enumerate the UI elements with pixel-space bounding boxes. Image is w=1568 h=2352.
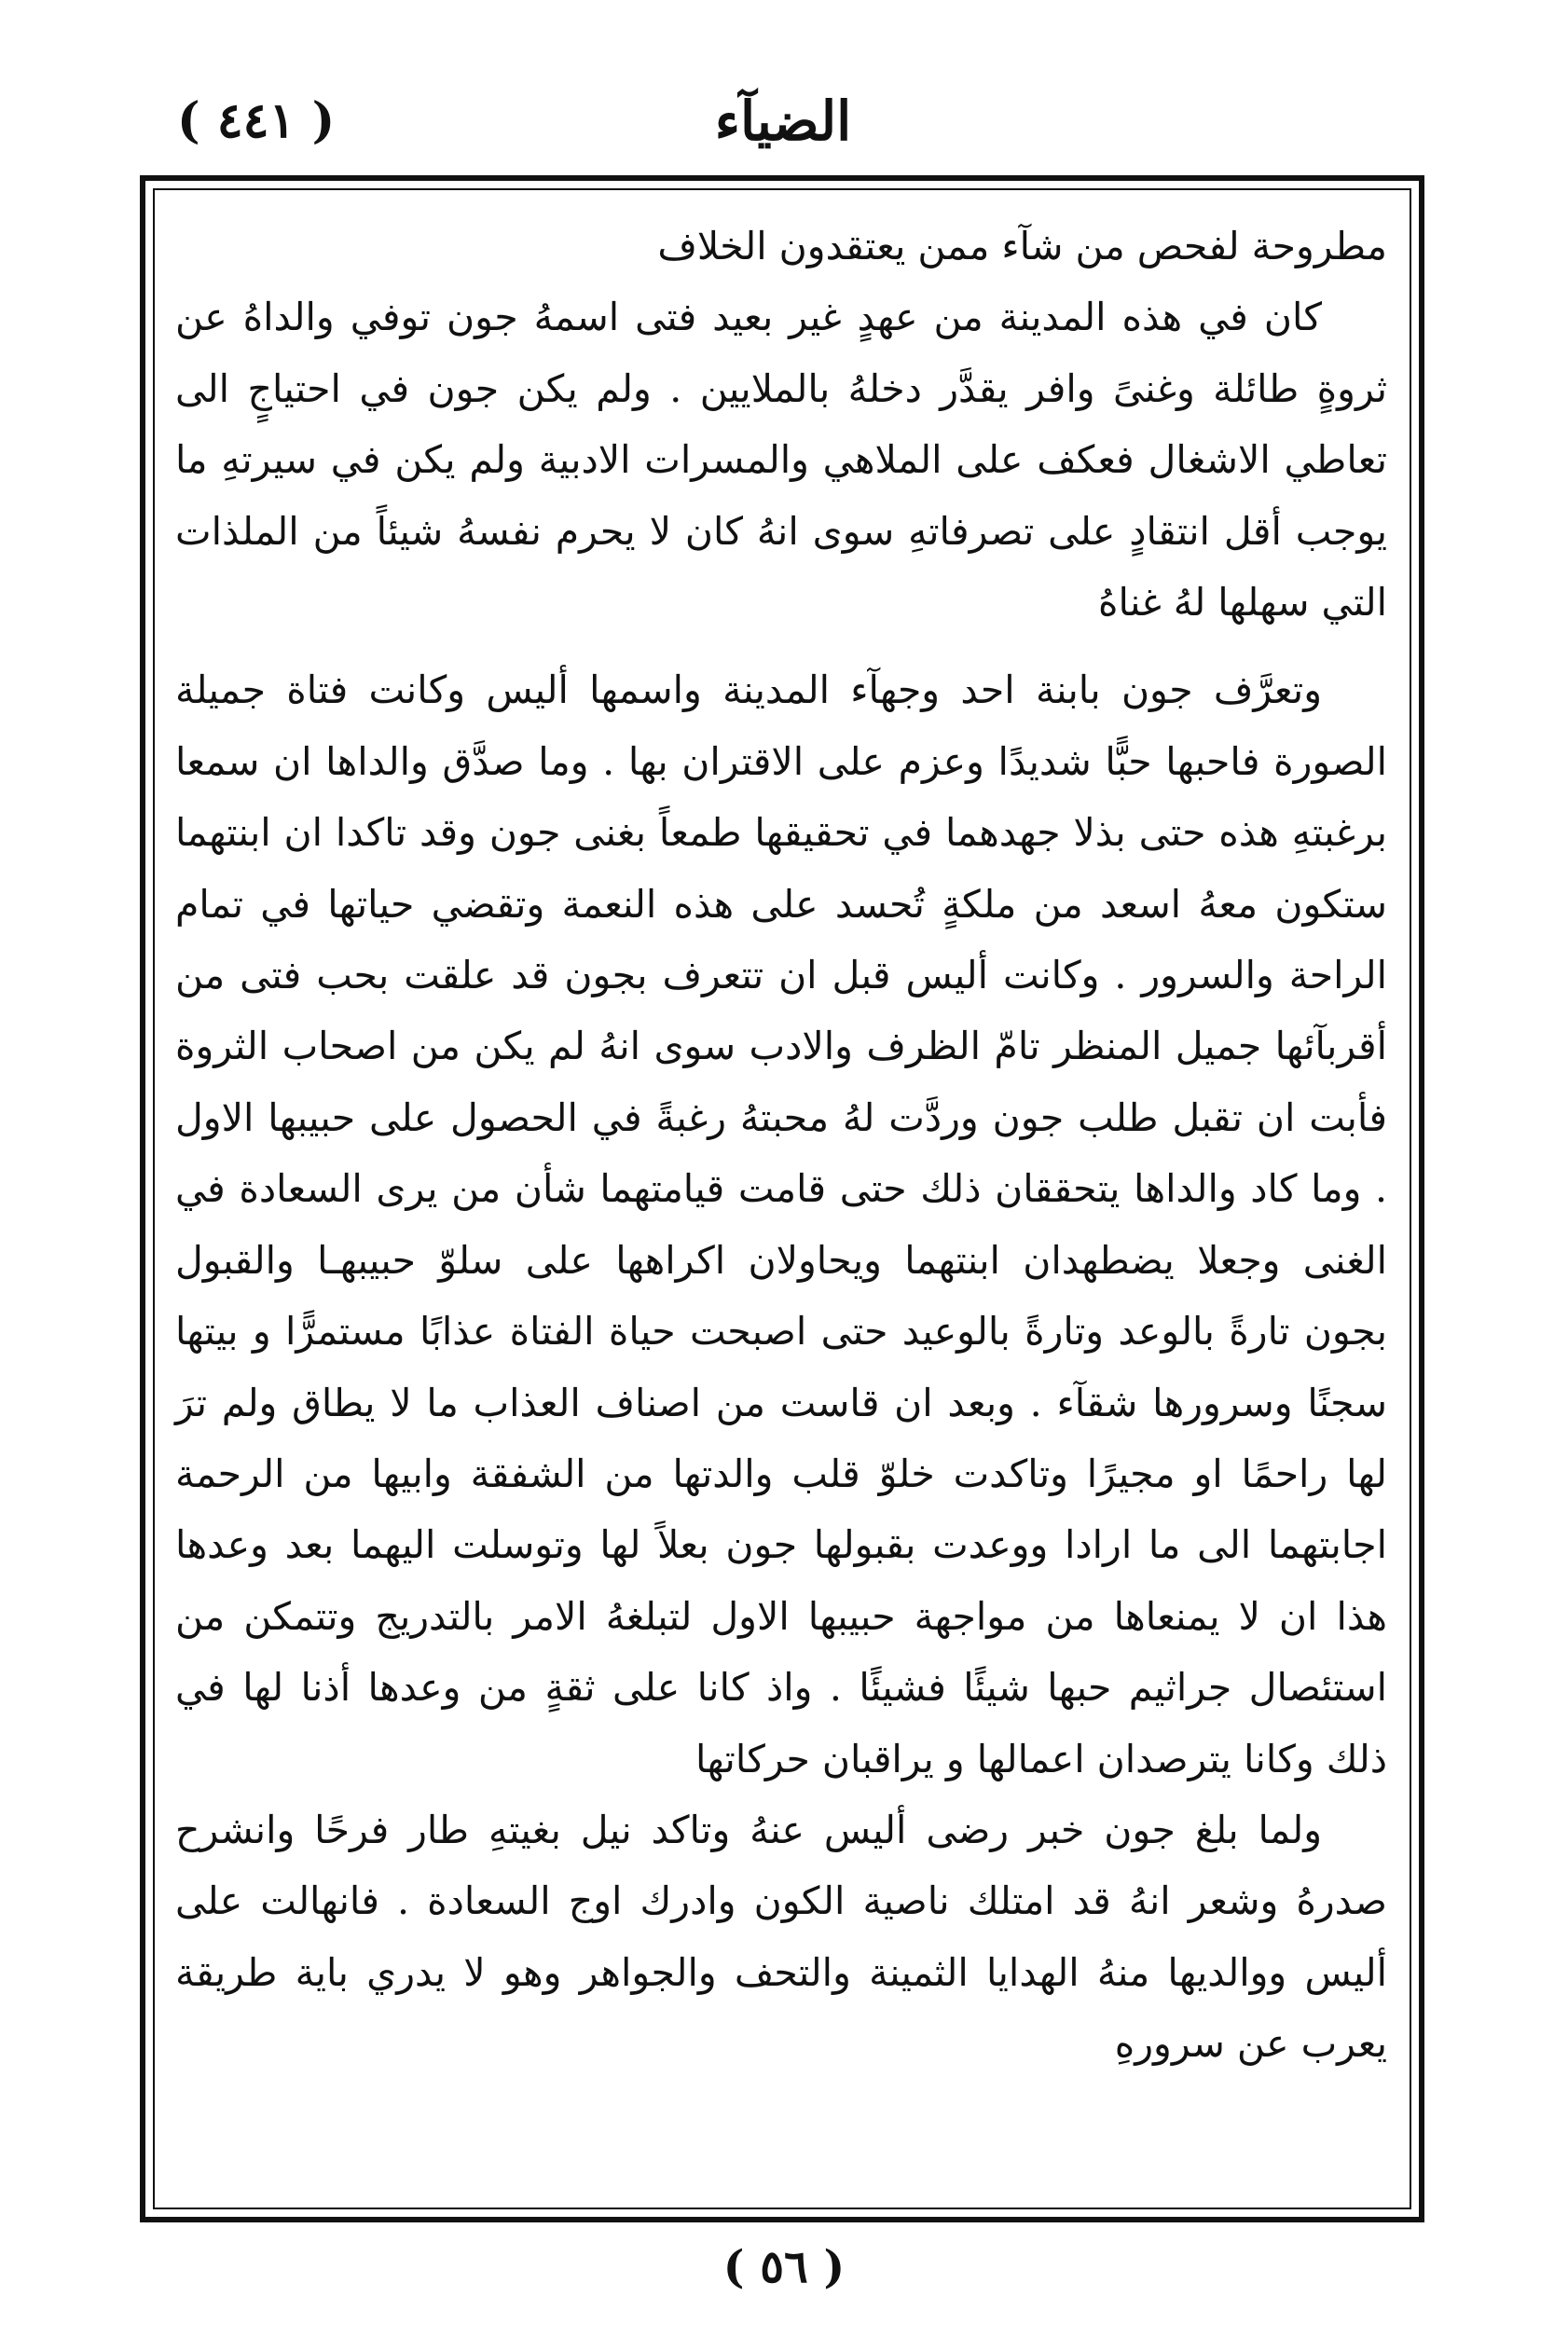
- running-head: [140, 75, 1426, 168]
- journal-title: الضيآء: [714, 89, 852, 153]
- paragraph: وتعرَّف جون بابنة احد وجهآء المدينة واسمها أليس وكانت فتاة جميلة الصورة فاحبها حبًّا شديدًا وعزم على الاقتران بها . وما صدَّق والداها ان سمعا برغبتهِ هذه حتى بذلا جهدهما في تحقيقها طمعاً بغنى جون وقد تاكدا ان ابنتهما ستكون معهُ اسعد من ملكةٍ تُحسد على هذه النعمة وتقضي حياتها في تمام الراحة والسرور . وكانت أليس قبل ان تتعرف بجون قد علقت بحب فتى من أقربآئها جميل المنظر تامّ الظرف والادب سوى انهُ لم يكن من اصحاب الثروة فأبت ان تقبل طلب جون وردَّت لهُ محبتهُ رغبةً في الحصول على حبيبها الاول . وما كاد والداها يتحققان ذلك حتى قامت قيامتهما شأن من يرى السعادة في الغنى وجعلا يضطهدان ابنتهما ويحاولان اكراهها على سلوّ حبيبهـا والقبول بجون تارةً بالوعد وتارةً بالوعيد حتى اصبحت حياة الفتاة عذابًا مستمرًّا و بيتها سجنًا وسرورها شقآء . وبعد ان قاست من اصناف العذاب ما لا يطاق ولم ترَ لها راحمًا او مجيرًا وتاكدت خلوّ قلب والدتها من الشفقة وابيها من الرحمة اجابتهما الى ما ارادا ووعدت بقبولها جون بعلاً لها وتوسلت اليهما بعد وعدها هذا ان لا يمنعاها من مواجهة حبيبها الاول لتبلغهُ الامر بالتدريج وتتمكن من استئصال جراثيم حبها شيئًا فشيئًا . واذ كانا على ثقةٍ من وعدها أذنا لها في ذلك وكانا يترصدان اعمالها و يراقبان حركاتها: [175, 667, 1387, 1781]
- paragraph-continuation: مطروحة لفحص من شآء ممن يعتقدون الخلاف: [657, 224, 1387, 268]
- paragraph: ولما بلغ جون خبر رضى أليس عنهُ وتاكد نيل بغيتهِ طار فرحًا وانشرح صدرهُ وشعر انهُ قد امتلك ناصية الكون وادرك اوج السعادة . فانهالت على أليس ووالديها منهُ الهدايا الثمينة والتحف والجواهر وهو لا يدري باية طريقة يعرب عن سرورهِ: [175, 1807, 1387, 2067]
- header-page-number: ( ٤٤١ ): [177, 92, 336, 149]
- article-body: [175, 211, 1387, 2187]
- footer-page-number: ( ٥٦ ): [722, 2241, 846, 2293]
- paragraph: كان في هذه المدينة من عهدٍ غير بعيد فتى اسمهُ جون توفي والداهُ عن ثروةٍ طائلة وغنىً وافر يقدَّر دخلهُ بالملايين . ولم يكن جون في احتياجٍ الى تعاطي الاشغال فعكف على الملاهي والمسرات الادبية ولم يكن في سيرتهِ ما يوجب أقل انتقادٍ على تصرفاتهِ سوى انهُ كان لا يحرم نفسهُ شيئاً من الملذات التي سهلها لهُ غناهُ: [175, 295, 1387, 626]
